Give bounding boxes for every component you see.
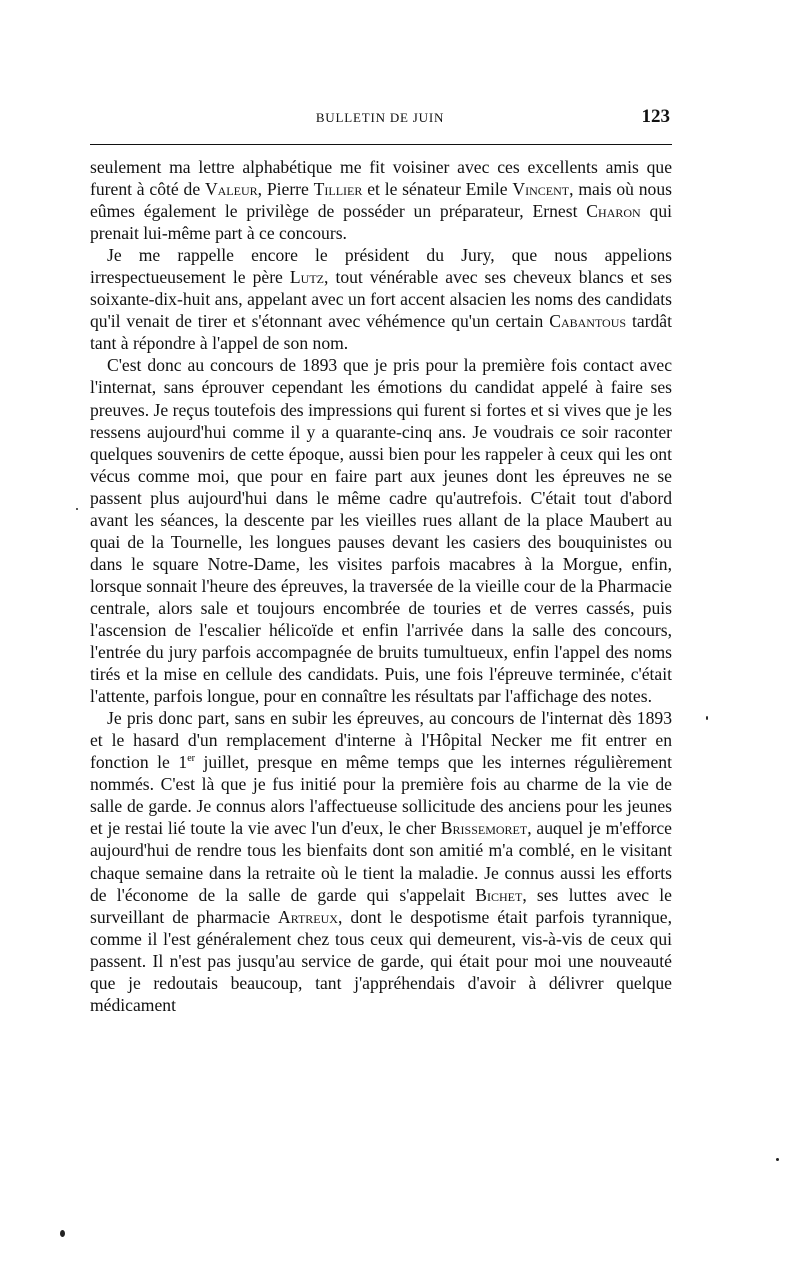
header-rule bbox=[90, 144, 672, 145]
name-bichet: Bichet bbox=[475, 884, 523, 905]
scan-speck bbox=[60, 1230, 65, 1237]
name-charon: Charon bbox=[586, 201, 641, 222]
name-tillier: Tillier bbox=[313, 179, 363, 200]
page-number: 123 bbox=[641, 106, 670, 127]
running-header bbox=[90, 106, 670, 128]
name-cabantous: Cabantous bbox=[549, 311, 627, 332]
scan-speck bbox=[76, 508, 78, 510]
running-title: BULLETIN DE JUIN bbox=[315, 110, 445, 125]
scan-speck bbox=[706, 716, 708, 720]
paragraph-3: C'est donc au concours de 1893 que je pris pour la première fois contact avec l'internat, sans éprouver cependant les émotions du candidat appelé à faire ses preuves. Je reçus toutefois des impressions qui furent si fortes et si vives que je les ressens aujourd'hui comme il y a quarante-cinq ans. Je voudrais ce soir raconter quelques souvenirs de cette époque, aussi bien pour les rappeler à ceux qui les ont vécus comme moi, que pour en faire part aux jeunes dont les épreuves ne se passent plus aujourd'hui dans le même cadre qu'autrefois. C'était tout d'abord avant les séances, la descente par les vieilles rues allant de la place Maubert au quai de la Tournelle, les longues pauses devant les casiers des bouquinistes ou dans le square Notre-Dame, les visites parfois macabres à la Morgue, enfin, lorsque sonnait l'heure des épreuves, la traversée de la vieille cour de la Pharmacie centrale, alors sale et toujours encombrée de touries et de verres cassés, puis l'ascension de l'escalier hélicoïde et enfin l'arrivée dans la salle des concours, l'entrée du jury parfois accompagnée de bruits tumultueux, enfin l'appel des noms tirés et la mise en cellule des candidats. Puis, une fois l'épreuve terminée, c'était l'attente, parfois longue, pour en connaître les résultats par l'affichage des notes. bbox=[90, 355, 672, 707]
name-lutz: Lutz bbox=[289, 267, 324, 288]
paragraph-1: seulement ma lettre alphabétique me fit voisiner avec ces excellents amis que furent à côté de Valeur, Pierre Tillier et le sénateur Emile Vincent, mais où nous eûmes également le privilège de posséder un préparateur, Ernest Charon qui prenait lui-même part à ce concours. bbox=[90, 157, 672, 244]
name-artreux: Artreux bbox=[277, 906, 338, 927]
paragraph-2: Je me rappelle encore le président du Jury, que nous appelions irrespectueusement le père Lutz, tout vénérable avec ses cheveux blancs et ses soixante-dix-huit ans, appelant avec un fort accent alsacien les noms des candidats qu'il venait de tirer et s'étonnant avec véhémence qu'un certain Cabantous tardât tant à répondre à l'appel de son nom. bbox=[90, 245, 673, 354]
body-text bbox=[90, 156, 672, 1016]
superscript-er: er bbox=[187, 753, 195, 765]
scan-speck bbox=[776, 1158, 779, 1161]
name-brissemoret: Brissemoret bbox=[440, 818, 528, 839]
paragraph-4: Je pris donc part, sans en subir les épreuves, au concours de l'internat dès 1893 et le hasard d'un remplacement d'interne à l'Hôpital Necker me fit entrer en fonction le 1er juillet, presque en même temps que les internes régulièrement nommés. C'est là que je fus initié pour la première fois au charme de la vie de salle de garde. Je connus alors l'affectueuse sollicitude des anciens pour les jeunes et je restai lié toute la vie avec l'un d'eux, le cher Brissemoret, auquel je m'efforce aujourd'hui de rendre tous les bienfaits dont son amitié m'a comblé, en le visitant chaque semaine dans la retraite où le tient la maladie. Je connus aussi les efforts de l'économe de la salle de garde qui s'appelait Bichet, ses luttes avec le surveillant de pharmacie Artreux, dont le despotisme était parfois tyrannique, comme il l'est généralement chez tous ceux qui demeurent, vis-à-vis de ceux qui passent. Il n'est pas jusqu'au service de garde, qui était pour moi une nouveauté que je redoutais beaucoup, tant j'appréhendais d'avoir à délivrer quelque médicament bbox=[90, 708, 672, 1015]
name-vincent: Vincent bbox=[512, 179, 570, 200]
name-valeur: Valeur bbox=[204, 179, 258, 200]
